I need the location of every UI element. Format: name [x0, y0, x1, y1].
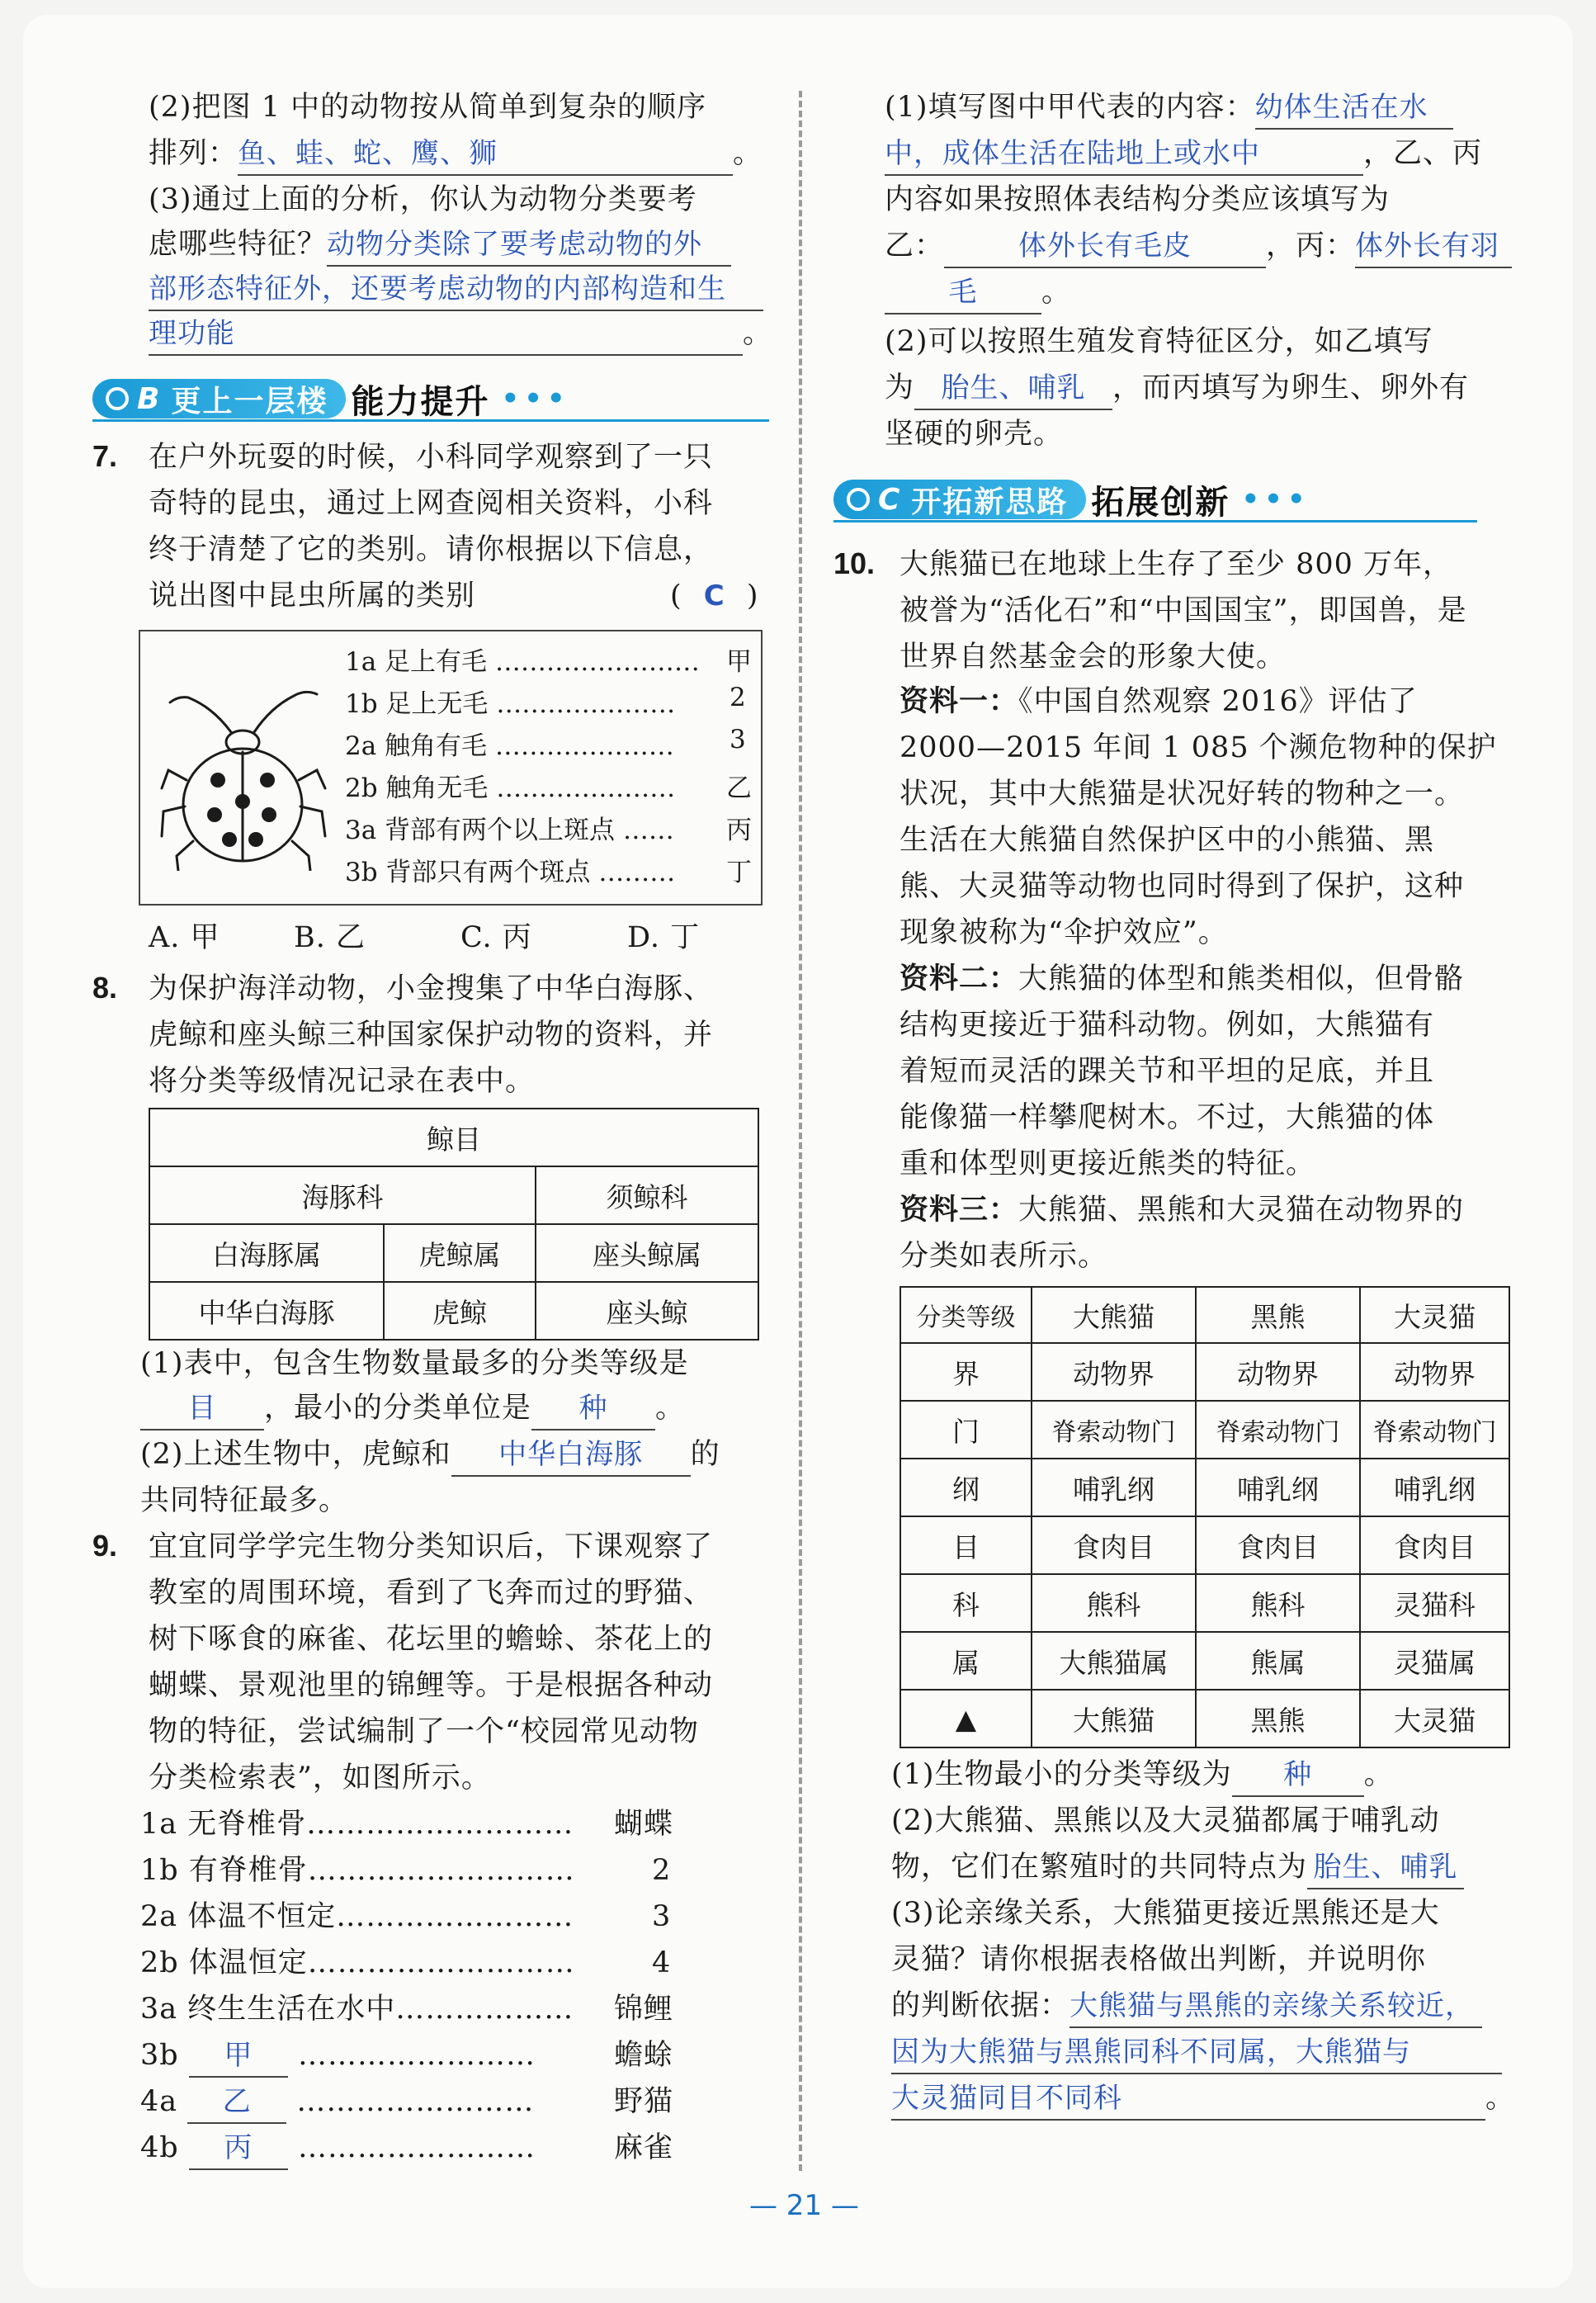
- section-b-title: 能力提升: [351, 382, 490, 421]
- q10-part2-line1: (2)大熊猫、黑熊以及大灵猫都属于哺乳动: [891, 1804, 1440, 1837]
- q9-cont-yi-answer: 体外长有毛皮: [944, 225, 1266, 268]
- q9-key-result-2: 2: [652, 1854, 672, 1887]
- q10-table-header-black-bear: 黑熊: [1196, 1287, 1360, 1343]
- q10-material-1-line3: 状况，其中大熊猫是状况好转的物种之一。: [900, 778, 1465, 811]
- q7-key-result-1: 甲: [726, 647, 752, 677]
- q8-part2-answer: 中华白海豚: [451, 1434, 691, 1477]
- q10-table-cell: 脊索动物门: [1360, 1401, 1509, 1459]
- q8-table-family-2: 须鲸科: [536, 1166, 758, 1224]
- section-c-dots-icon: •••: [1241, 483, 1310, 516]
- q10-table-header-rank: 分类等级: [900, 1287, 1032, 1343]
- q9-fill-dots-2: ……………………: [296, 2085, 535, 2118]
- q9-cont-part1-answer-2: 中，成体生活在陆地上或水中: [885, 133, 1363, 176]
- q10-table-cell: 哺乳纲: [1196, 1459, 1360, 1516]
- q9-cont-part2-line2: [885, 365, 1469, 411]
- section-b-label: 更上一层楼: [171, 384, 328, 419]
- q9-fill-row-1: [140, 2032, 536, 2078]
- section-c-header: [833, 477, 1310, 522]
- q9-fill-dots-3: ……………………: [297, 2131, 536, 2164]
- q9-fill-answer-1: 甲: [189, 2035, 288, 2078]
- q8-table-species-1: 中华白海豚: [149, 1282, 384, 1340]
- q10-intro-3: 世界自然基金会的形象大使。: [900, 641, 1287, 674]
- q10-table-cell: 大熊猫属: [1032, 1632, 1196, 1690]
- q10-material-1-line5: 熊、大灵猫等动物也同时得到了保护，这种: [900, 870, 1465, 903]
- q9-fill-code-1: 3b: [140, 2039, 179, 2072]
- section-b-letter: B: [137, 381, 162, 416]
- q10-part1-pre: (1)生物最小的分类等级为: [891, 1758, 1232, 1791]
- q7-option-b[interactable]: B. 乙: [294, 921, 366, 954]
- q9-fill-result-3: 麻雀: [614, 2131, 674, 2164]
- q7-answer-paren: [670, 573, 759, 619]
- q8-part1-mid: ，最小的分类单位是: [264, 1392, 532, 1425]
- q9-fill-answer-3: 丙: [189, 2127, 288, 2170]
- q10-part3-line1: (3)论亲缘关系，大熊猫更接近黑熊还是大: [891, 1897, 1440, 1930]
- q9-cont-part1-post: ，乙、丙: [1363, 137, 1483, 170]
- q10-table-cell: 大灵猫: [1360, 1690, 1509, 1747]
- q9-cont-period: 。: [1041, 276, 1072, 309]
- q10-part1-period: 。: [1363, 1758, 1394, 1791]
- q10-table-cell: 属: [900, 1632, 1032, 1690]
- q10-material-3-text-1: 大熊猫、黑熊和大灵猫在动物界的: [1018, 1194, 1465, 1227]
- q8-part1-answer-2: 种: [531, 1388, 655, 1431]
- q9-key-result-4: 4: [652, 1946, 672, 1979]
- q8-line-2: 虎鲸和座头鲸三种国家保护动物的资料，并: [149, 1019, 714, 1052]
- q7-number: 7.: [92, 439, 118, 473]
- q6-part3-line2: [149, 221, 731, 267]
- q8-table-species-2: 虎鲸: [384, 1282, 536, 1340]
- q8-table-genus-1: 白海豚属: [149, 1224, 384, 1282]
- q9-fill-result-2: 野猫: [614, 2085, 674, 2118]
- section-b-dots-icon: •••: [501, 382, 570, 415]
- q9-fill-row-2: [140, 2078, 534, 2125]
- q10-table-triangle-icon: ▲: [900, 1690, 1032, 1747]
- q10-table-cell: 灵猫科: [1360, 1574, 1509, 1632]
- section-c-circle-icon: [847, 488, 870, 511]
- q10-material-2-text-1: 大熊猫的体型和熊类相似，但骨骼: [1018, 962, 1465, 995]
- q6-part2-label: 排列：: [149, 137, 238, 170]
- q10-material-1-line6: 现象被称为“伞护效应”。: [900, 916, 1228, 949]
- q7-key-row-5: 3a 背部有两个以上斑点 ……: [345, 816, 674, 845]
- q10-material-3-line1: [900, 1187, 1464, 1233]
- q9-key-row-4: 2b 体温恒定………………………: [140, 1946, 575, 1979]
- q10-number: 10.: [833, 546, 876, 580]
- q9-cont-bing-answer-1: 体外长有羽: [1355, 225, 1512, 268]
- section-b-circle-icon: [106, 387, 129, 410]
- q7-paren-open: (: [670, 579, 682, 612]
- q9-key-row-1: 1a 无脊椎骨………………………: [140, 1808, 574, 1841]
- q10-taxonomy-table: [900, 1286, 1510, 1748]
- q10-intro-2: 被誉为“活化石”和“中国国宝”，即国兽，是: [900, 594, 1467, 627]
- section-c-title: 拓展创新: [1091, 483, 1230, 522]
- q10-table-cell: 熊科: [1196, 1574, 1360, 1632]
- q9-key-result-5: 锦鲤: [614, 1993, 674, 2026]
- q7-paren-close: ): [746, 579, 759, 612]
- q9-number: 9.: [92, 1529, 118, 1563]
- q10-material-2-line4: 能像猫一样攀爬树木。不过，大熊猫的体: [900, 1101, 1435, 1134]
- q9-cont-part2-pre: 为: [885, 371, 915, 404]
- q7-line-2: 奇特的昆虫，通过上网查阅相关资料，小科: [149, 487, 714, 520]
- q9-key-row-2: 1b 有脊椎骨………………………: [140, 1854, 575, 1887]
- q9-key-result-3: 3: [652, 1900, 672, 1933]
- q10-intro-1: 大熊猫已在地球上生存了至少 800 万年，: [900, 548, 1453, 581]
- q7-answer: C: [703, 579, 725, 612]
- q6-part3-line3: [149, 266, 763, 312]
- q9-key-row-3: 2a 体温不恒定……………………: [140, 1900, 574, 1933]
- q10-material-2-line1: [900, 956, 1464, 1002]
- q6-part3-period: 。: [743, 317, 773, 350]
- q10-material-1-line2: 2000—2015 年间 1 085 个濒危物种的保护: [900, 731, 1497, 764]
- q8-table-order: 鲸目: [149, 1109, 758, 1166]
- q8-table-genus-2: 虎鲸属: [384, 1224, 536, 1282]
- section-c-label: 开拓新思路: [911, 485, 1069, 519]
- section-c-underline: [833, 520, 1477, 523]
- q7-key-row-6: 3b 背部只有两个斑点 ………: [345, 858, 676, 887]
- q8-table-family-1: 海豚科: [149, 1166, 536, 1224]
- q10-part2-line2: [891, 1844, 1464, 1890]
- q8-number: 8.: [92, 971, 118, 1005]
- q9-fill-code-3: 4b: [140, 2131, 179, 2164]
- q10-table-cell: 大熊猫: [1032, 1690, 1196, 1747]
- q9-cont-part2-post: ，而丙填写为卵生、卵外有: [1112, 371, 1470, 404]
- q7-key-row-2: 1b 足上无毛 …………………: [345, 689, 676, 719]
- q8-classification-table: [149, 1108, 759, 1341]
- page-number: — 21 —: [749, 2189, 859, 2222]
- q6-part3-line1: (3)通过上面的分析，你认为动物分类要考: [149, 183, 697, 216]
- q10-part3-line4: [891, 2029, 1502, 2075]
- q10-table-cell: 动物界: [1032, 1343, 1196, 1401]
- q10-part2-answer: 胎生、哺乳: [1307, 1847, 1464, 1889]
- q8-line-3: 将分类等级情况记录在表中。: [149, 1065, 536, 1098]
- q10-material-2-line5: 重和体型则更接近熊类的特征。: [900, 1147, 1316, 1180]
- q7-key-row-4: 2b 触角无毛 …………………: [345, 773, 676, 803]
- q10-part3-line3: [891, 1983, 1482, 2029]
- q10-part3-pre: 的判断依据：: [891, 1989, 1070, 2022]
- q8-table-species-3: 座头鲸: [536, 1282, 758, 1340]
- q10-part2-pre: 物，它们在繁殖时的共同特点为: [891, 1851, 1308, 1884]
- q8-line-1: 为保护海洋动物，小金搜集了中华白海豚、: [149, 972, 714, 1005]
- q10-table-cell: 动物界: [1360, 1343, 1509, 1401]
- q10-part3-line2: 灵猫？请你根据表格做出判断，并说明你: [891, 1943, 1427, 1976]
- q7-option-a[interactable]: A. 甲: [149, 921, 220, 954]
- q9-cont-yi-pre: 乙：: [885, 229, 945, 262]
- q8-part1-line1: (1)表中，包含生物数量最多的分类等级是: [140, 1347, 689, 1380]
- q9-line-1: 宜宜同学学完生物分类知识后，下课观察了: [149, 1530, 714, 1563]
- q10-material-3-label: 资料三：: [900, 1193, 1019, 1227]
- q10-material-1-label: 资料一：: [900, 684, 1019, 718]
- section-b-underline: [92, 419, 769, 422]
- q8-period: 。: [655, 1392, 686, 1425]
- q9-line-4: 蝴蝶、景观池里的锦鲤等。于是根据各种动: [149, 1669, 714, 1702]
- q7-key-result-4: 乙: [726, 773, 752, 803]
- q8-part1-line2: [140, 1385, 685, 1431]
- column-divider: [799, 91, 802, 2171]
- q10-table-cell: 哺乳纲: [1360, 1459, 1509, 1516]
- q10-material-1-line4: 生活在大熊猫自然保护区中的小熊猫、黑: [900, 824, 1435, 857]
- q9-cont-part2-line3: 坚硬的卵壳。: [885, 418, 1064, 451]
- q6-part2-answer: 鱼、蛙、蛇、鹰、狮: [238, 133, 733, 176]
- q9-cont-part1-line1: [885, 84, 1453, 130]
- q10-material-2-label: 资料二：: [900, 962, 1019, 995]
- q9-cont-part2-line1: (2)可以按照生殖发育特征区分，如乙填写: [885, 325, 1433, 358]
- q9-cont-part1-line5: [885, 269, 1071, 315]
- q10-table-cell: 脊索动物门: [1196, 1401, 1360, 1459]
- q8-part2-post: 的: [690, 1438, 720, 1471]
- q10-table-cell: 食肉目: [1196, 1516, 1360, 1574]
- q9-line-3: 树下啄食的麻雀、花坛里的蟾蜍、茶花上的: [149, 1623, 714, 1656]
- section-c-letter: C: [878, 482, 902, 517]
- q10-table-cell: 目: [900, 1516, 1032, 1574]
- q10-table-cell: 界: [900, 1343, 1032, 1401]
- q10-part3-line5: [891, 2075, 1515, 2121]
- q10-part1: [891, 1752, 1394, 1798]
- q6-part2-line1: (2)把图 1 中的动物按从简单到复杂的顺序: [149, 91, 707, 124]
- section-c-pill: [833, 480, 1086, 519]
- section-b-header: [92, 376, 570, 421]
- q10-table-cell: 食肉目: [1032, 1516, 1196, 1574]
- q7-key-row-1: 1a 足上有毛 ……………………: [345, 647, 700, 677]
- q10-material-2-line2: 结构更接近于猫科动物。例如，大熊猫有: [900, 1009, 1435, 1042]
- q10-part3-answer-3: 大灵猫同目不同科: [891, 2078, 1485, 2121]
- q6-part3-answer-2: 部形态特征外，还要考虑动物的内部构造和生: [149, 268, 763, 311]
- section-b-pill: [92, 379, 346, 419]
- q6-period: 。: [733, 137, 763, 170]
- q9-fill-answer-2: 乙: [187, 2081, 286, 2124]
- q8-part2-pre: (2)上述生物中，虎鲸和: [140, 1438, 451, 1471]
- q9-cont-part1-answer-1: 幼体生活在水: [1255, 87, 1453, 130]
- q10-material-2-line3: 着短而灵活的踝关节和平坦的足底，并且: [900, 1055, 1435, 1088]
- q10-table-cell: 灵猫属: [1360, 1632, 1509, 1690]
- q10-table-cell: 动物界: [1196, 1343, 1360, 1401]
- q9-line-6: 分类检索表”，如图所示。: [149, 1762, 491, 1795]
- q9-key-result-1: 蝴蝶: [614, 1808, 674, 1841]
- q10-part1-answer: 种: [1232, 1754, 1364, 1797]
- q10-table-cell: 哺乳纲: [1032, 1459, 1196, 1516]
- q9-cont-part2-answer: 胎生、哺乳: [914, 367, 1112, 410]
- q9-fill-result-1: 蟾蜍: [614, 2039, 674, 2072]
- q10-table-header-panda: 大熊猫: [1032, 1287, 1196, 1343]
- q7-line-4: 说出图中昆虫所属的类别: [149, 579, 476, 612]
- q10-table-cell: 科: [900, 1574, 1032, 1632]
- q10-material-1-text-1: 《中国自然观察 2016》评估了: [1018, 685, 1418, 718]
- q8-part1-answer-1: 目: [140, 1388, 264, 1431]
- q9-key-row-5: 3a 终生生活在水中………………: [140, 1993, 574, 2026]
- q6-part3-label: 虑哪些特征？: [149, 228, 328, 261]
- q10-table-cell: 黑熊: [1196, 1690, 1360, 1747]
- q10-table-cell: 脊索动物门: [1032, 1401, 1196, 1459]
- beetle-icon: [155, 664, 337, 871]
- q8-part2-line2: 共同特征最多。: [140, 1484, 349, 1517]
- q7-line-1: 在户外玩耍的时候，小科同学观察到了一只: [149, 441, 714, 474]
- q6-part3-answer-1: 动物分类除了要考虑动物的外: [327, 224, 731, 267]
- q9-cont-part1-pre: (1)填写图中甲代表的内容：: [885, 91, 1255, 124]
- q7-option-d[interactable]: D. 丁: [627, 921, 701, 954]
- q10-part3-answer-1: 大熊猫与黑熊的亲缘关系较近，: [1070, 1985, 1482, 2028]
- q7-option-c[interactable]: C. 丙: [460, 921, 532, 954]
- q8-table-genus-3: 座头鲸属: [536, 1224, 758, 1282]
- q10-material-3-line2: 分类如表所示。: [900, 1240, 1108, 1273]
- q6-part3-line4: [149, 310, 772, 357]
- q9-line-2: 教室的周围环境，看到了飞奔而过的野猫、: [149, 1577, 714, 1610]
- q10-table-cell: 门: [900, 1401, 1032, 1459]
- q9-cont-part1-line2: [885, 130, 1482, 177]
- q10-table-cell: 熊科: [1032, 1574, 1196, 1632]
- q7-key-result-2: 2: [730, 683, 746, 712]
- q10-material-1-line1: [900, 679, 1418, 725]
- q10-part3-answer-2: 因为大熊猫与黑熊同科不同属，大熊猫与: [891, 2031, 1502, 2074]
- q8-part2-line1: [140, 1431, 720, 1478]
- q9-cont-bing-pre: ，丙：: [1266, 229, 1356, 262]
- q7-key-result-5: 丙: [726, 816, 752, 845]
- q9-fill-code-2: 4a: [140, 2085, 178, 2118]
- q7-key-result-3: 3: [730, 725, 746, 754]
- q10-table-header-civet: 大灵猫: [1360, 1287, 1509, 1343]
- q9-cont-part1-line4: [885, 223, 1512, 269]
- q6-part2-line2: [149, 130, 763, 177]
- q10-part3-period: 。: [1485, 2082, 1516, 2115]
- q9-fill-dots-1: ……………………: [297, 2039, 536, 2072]
- q10-table-cell: 食肉目: [1360, 1516, 1509, 1574]
- q9-fill-row-3: [140, 2125, 536, 2171]
- q9-line-5: 物的特征，尝试编制了一个“校园常见动物: [149, 1715, 699, 1748]
- q7-line-3: 终于清楚了它的类别。请你根据以下信息，: [149, 533, 714, 566]
- q7-key-row-3: 2a 触角有毛 …………………: [345, 731, 674, 761]
- q7-key-result-6: 丁: [726, 858, 752, 887]
- q10-table-cell: 熊属: [1196, 1632, 1360, 1690]
- q6-part3-answer-3: 理功能: [149, 313, 743, 356]
- q9-cont-bing-answer-2: 毛: [885, 272, 1041, 314]
- q9-cont-part1-line3: 内容如果按照体表结构分类应该填写为: [885, 183, 1391, 216]
- q10-table-cell: 纲: [900, 1459, 1032, 1516]
